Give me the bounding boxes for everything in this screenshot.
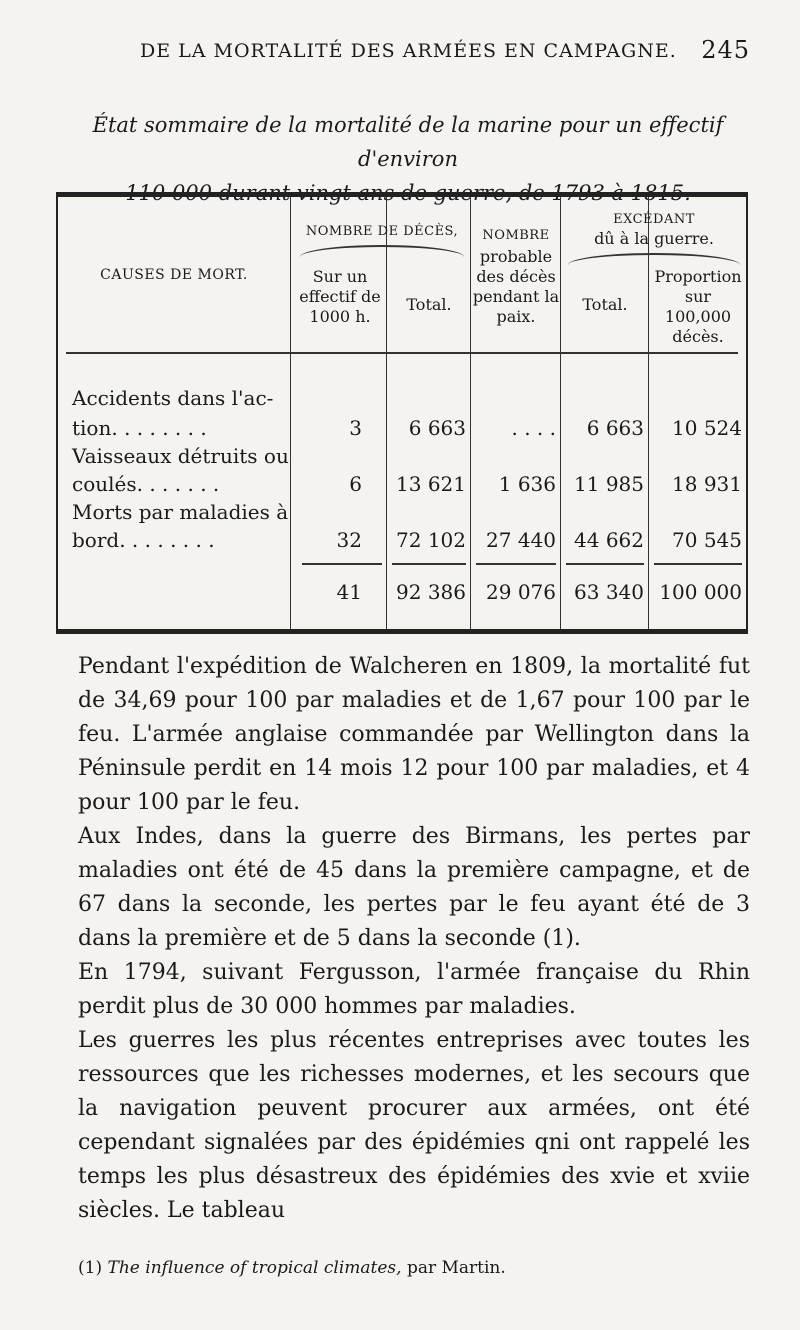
total-peace: 29 076	[486, 580, 556, 604]
row-cause-line-1: Morts par maladies à	[72, 500, 289, 524]
paragraph: Pendant l'expédition de Walcheren en 1809, la mortalité fut de 34,69 pour 100 par maladies et de 1,67 pour 100 par le feu. L'armée anglaise commandée par Wellington dans la Péninsule perdit en 14 mois 12 pour 100 par maladies, et 4 pour 100 par le feu.	[78, 654, 750, 815]
row-peace: 27 440	[486, 528, 556, 552]
page-number: 245	[701, 36, 750, 64]
running-title: DE LA MORTALITÉ DES ARMÉES EN CAMPAGNE.	[140, 40, 677, 62]
footnote-marker: (1)	[78, 1258, 103, 1278]
table-title-line-2: 110 000 durant vingt ans de guerre, de 1793 à 1815.	[125, 181, 691, 205]
mortality-table	[56, 192, 748, 634]
row-proportion: 10 524	[672, 416, 742, 440]
header-total-2: Total.	[582, 295, 628, 314]
row-per-1000: 6	[349, 472, 362, 496]
row-excess-total: 6 663	[586, 416, 644, 440]
header-causes: CAUSES DE MORT.	[100, 267, 248, 283]
total-rule	[476, 563, 556, 565]
paragraph: Les guerres les plus récentes entreprises avec toutes les ressources que les richesses modernes, et les secours que la navigation peuvent procurer aux armées, ont été cependant signalées par des épidémies qni ont rappelé les temps les plus désastreux des épidémies des xvie et xviie siècles. Le tableau	[78, 1028, 750, 1223]
table-title-line-1: État sommaire de la mortalité de la marine pour un effectif d'environ	[92, 113, 724, 171]
row-peace: 1 636	[498, 472, 556, 496]
column-rule	[386, 197, 387, 629]
header-excedant: EXCÉDANT	[613, 212, 695, 227]
total-total: 92 386	[396, 580, 466, 604]
row-total: 6 663	[408, 416, 466, 440]
brace	[300, 245, 464, 257]
total-rule	[566, 563, 644, 565]
column-rule	[470, 197, 471, 629]
row-excess-total: 11 985	[574, 472, 644, 496]
total-rule	[654, 563, 742, 565]
row-cause-line-2: bord. . . . . . . .	[72, 528, 215, 552]
row-cause-line-1: Vaisseaux détruits ou	[72, 444, 289, 468]
footnote-rest: par Martin.	[406, 1258, 506, 1278]
header-sur-effectif: Sur un effectif de 1000 h.	[299, 267, 381, 326]
header-total: Total.	[406, 295, 452, 314]
brace	[568, 253, 740, 265]
header-probable: probable des décès pendant la paix.	[472, 247, 560, 326]
total-rule	[392, 563, 466, 565]
row-per-1000: 32	[336, 528, 362, 552]
header-du-guerre: dû à la guerre.	[594, 229, 714, 248]
header-proportion: Proportion sur 100,000 décès.	[654, 267, 742, 346]
row-excess-total: 44 662	[574, 528, 644, 552]
footnote-title: The influence of tropical climates,	[107, 1258, 402, 1278]
row-total: 13 621	[396, 472, 466, 496]
column-rule	[560, 197, 561, 629]
header-nombre-deces: NOMBRE DE DÉCÈS,	[305, 224, 459, 239]
footnote	[78, 1258, 750, 1278]
body-text	[78, 650, 750, 1228]
row-proportion: 70 545	[672, 528, 742, 552]
running-head	[140, 36, 750, 64]
row-peace: . . . .	[511, 416, 556, 440]
row-total: 72 102	[396, 528, 466, 552]
row-cause-line-1: Accidents dans l'ac-	[72, 386, 274, 410]
paragraph: Aux Indes, dans la guerre des Birmans, les pertes par maladies ont été de 45 dans la première campagne, et de 67 dans la seconde, les pertes par le feu ayant été de 3 dans la première et de 5 dans la seconde (1).	[78, 824, 750, 951]
total-excess-total: 63 340	[574, 580, 644, 604]
total-rule	[302, 563, 382, 565]
row-per-1000: 3	[349, 416, 362, 440]
row-proportion: 18 931	[672, 472, 742, 496]
total-proportion: 100 000	[659, 580, 742, 604]
header-rule	[66, 352, 738, 354]
row-cause-line-2: tion. . . . . . . .	[72, 416, 207, 440]
header-nombre: NOMBRE	[482, 228, 550, 243]
row-cause-line-2: coulés. . . . . . .	[72, 472, 220, 496]
total-per-1000: 41	[336, 580, 362, 604]
paragraph: En 1794, suivant Fergusson, l'armée française du Rhin perdit plus de 30 000 hommes par maladies.	[78, 960, 750, 1019]
